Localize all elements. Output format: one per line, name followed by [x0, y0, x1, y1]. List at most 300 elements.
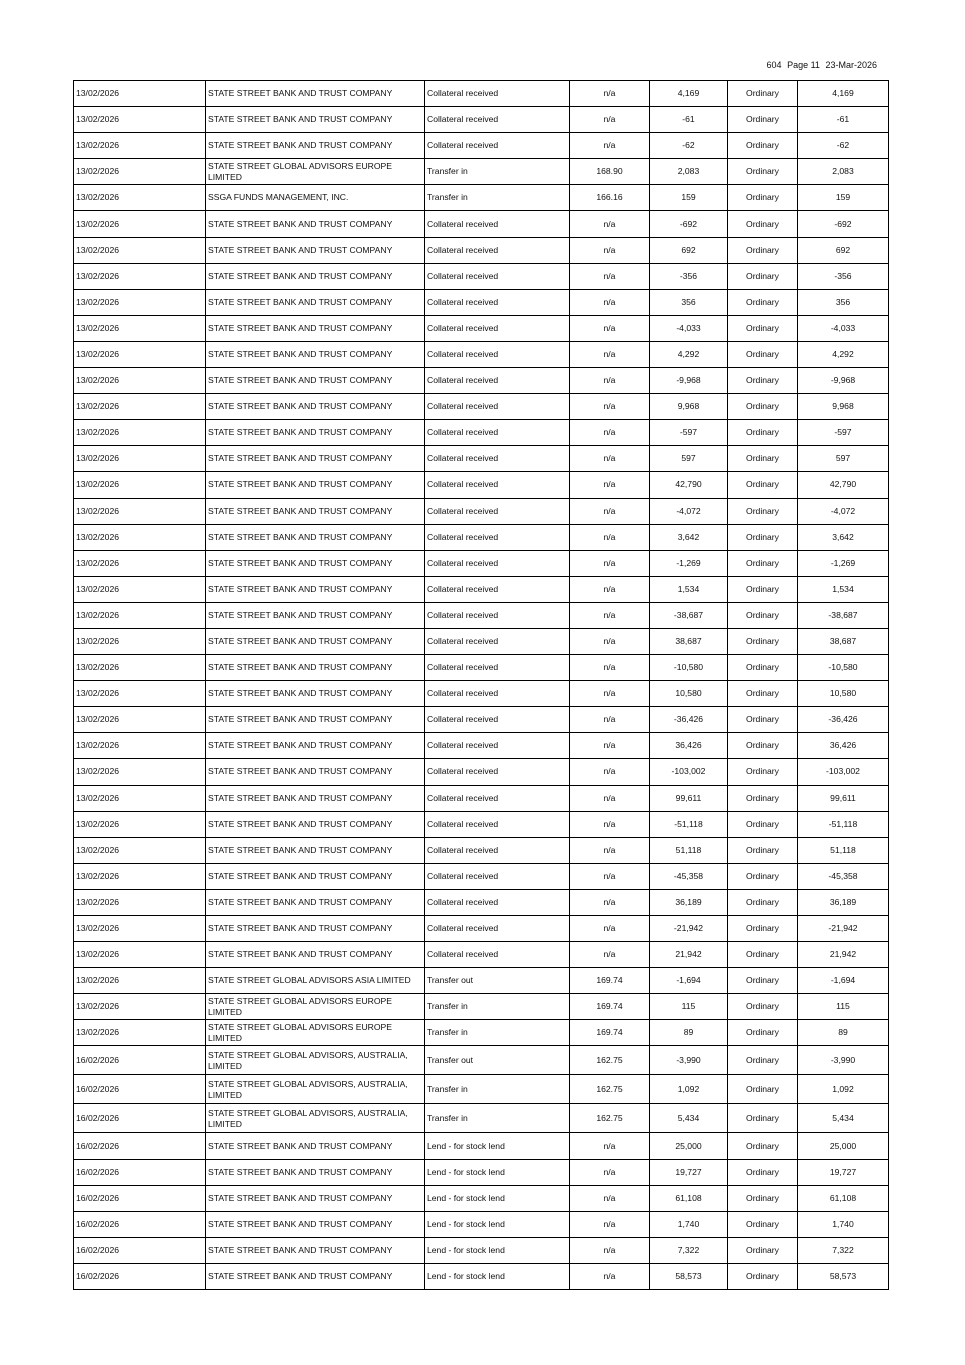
table-row	[74, 759, 889, 785]
votes-affected-cell: -9,968	[798, 368, 889, 394]
holder-name-cell: STATE STREET BANK AND TRUST COMPANY	[206, 681, 425, 707]
quantity-cell: 2,083	[650, 159, 728, 185]
security-class-cell: Ordinary	[728, 811, 798, 837]
transaction-date-cell: 16/02/2026	[74, 1075, 206, 1104]
table-row	[74, 81, 889, 107]
transaction-date-cell: 13/02/2026	[74, 1020, 206, 1046]
price-cell: n/a	[570, 81, 650, 107]
votes-affected-cell: 115	[798, 994, 889, 1020]
security-class-cell: Ordinary	[728, 733, 798, 759]
price-cell: n/a	[570, 420, 650, 446]
quantity-cell: -36,426	[650, 707, 728, 733]
transaction-date-cell: 13/02/2026	[74, 785, 206, 811]
quantity-cell: 42,790	[650, 472, 728, 498]
votes-affected-cell: 58,573	[798, 1263, 889, 1289]
holder-name-cell: STATE STREET GLOBAL ADVISORS, AUSTRALIA, LIMITED	[206, 1104, 425, 1133]
security-class-cell: Ordinary	[728, 498, 798, 524]
security-class-cell: Ordinary	[728, 759, 798, 785]
quantity-cell: 25,000	[650, 1133, 728, 1159]
price-cell: n/a	[570, 263, 650, 289]
quantity-cell: 597	[650, 446, 728, 472]
price-cell: n/a	[570, 368, 650, 394]
table-row	[74, 942, 889, 968]
votes-affected-cell: 7,322	[798, 1237, 889, 1263]
table-row	[74, 524, 889, 550]
quantity-cell: -38,687	[650, 602, 728, 628]
security-class-cell: Ordinary	[728, 420, 798, 446]
transaction-type-cell: Collateral received	[425, 863, 570, 889]
votes-affected-cell: -36,426	[798, 707, 889, 733]
table-row	[74, 368, 889, 394]
security-class-cell: Ordinary	[728, 524, 798, 550]
votes-affected-cell: 159	[798, 185, 889, 211]
security-class-cell: Ordinary	[728, 1133, 798, 1159]
votes-affected-cell: -4,033	[798, 315, 889, 341]
quantity-cell: 5,434	[650, 1104, 728, 1133]
transaction-date-cell: 13/02/2026	[74, 524, 206, 550]
table-row	[74, 1185, 889, 1211]
votes-affected-cell: -1,269	[798, 550, 889, 576]
price-cell: n/a	[570, 655, 650, 681]
security-class-cell: Ordinary	[728, 1020, 798, 1046]
transaction-type-cell: Collateral received	[425, 289, 570, 315]
quantity-cell: -4,033	[650, 315, 728, 341]
price-cell: n/a	[570, 916, 650, 942]
holder-name-cell: STATE STREET BANK AND TRUST COMPANY	[206, 733, 425, 759]
transaction-type-cell: Collateral received	[425, 237, 570, 263]
security-class-cell: Ordinary	[728, 107, 798, 133]
votes-affected-cell: 99,611	[798, 785, 889, 811]
quantity-cell: -4,072	[650, 498, 728, 524]
quantity-cell: 115	[650, 994, 728, 1020]
holder-name-cell: STATE STREET GLOBAL ADVISORS EUROPE LIMITED	[206, 994, 425, 1020]
security-class-cell: Ordinary	[728, 394, 798, 420]
price-cell: n/a	[570, 498, 650, 524]
quantity-cell: 10,580	[650, 681, 728, 707]
quantity-cell: 159	[650, 185, 728, 211]
quantity-cell: 99,611	[650, 785, 728, 811]
page-number: Page 11	[787, 60, 820, 70]
transaction-type-cell: Collateral received	[425, 394, 570, 420]
security-class-cell: Ordinary	[728, 968, 798, 994]
transaction-date-cell: 13/02/2026	[74, 315, 206, 341]
price-cell: n/a	[570, 524, 650, 550]
quantity-cell: 89	[650, 1020, 728, 1046]
transaction-type-cell: Transfer in	[425, 1020, 570, 1046]
quantity-cell: 9,968	[650, 394, 728, 420]
table-row	[74, 1211, 889, 1237]
table-row	[74, 628, 889, 654]
table-row	[74, 289, 889, 315]
transaction-type-cell: Transfer in	[425, 1075, 570, 1104]
price-cell: n/a	[570, 1237, 650, 1263]
quantity-cell: 4,169	[650, 81, 728, 107]
transaction-date-cell: 13/02/2026	[74, 420, 206, 446]
price-cell: n/a	[570, 733, 650, 759]
quantity-cell: 7,322	[650, 1237, 728, 1263]
table-row	[74, 133, 889, 159]
transaction-date-cell: 13/02/2026	[74, 707, 206, 733]
votes-affected-cell: -61	[798, 107, 889, 133]
table-row	[74, 785, 889, 811]
quantity-cell: 36,426	[650, 733, 728, 759]
security-class-cell: Ordinary	[728, 550, 798, 576]
votes-affected-cell: 3,642	[798, 524, 889, 550]
price-cell: n/a	[570, 576, 650, 602]
table-row	[74, 472, 889, 498]
table-row	[74, 707, 889, 733]
table-row	[74, 655, 889, 681]
price-cell: n/a	[570, 811, 650, 837]
transaction-type-cell: Lend - for stock lend	[425, 1237, 570, 1263]
security-class-cell: Ordinary	[728, 237, 798, 263]
votes-affected-cell: -62	[798, 133, 889, 159]
security-class-cell: Ordinary	[728, 681, 798, 707]
table-row	[74, 733, 889, 759]
security-class-cell: Ordinary	[728, 628, 798, 654]
table-row	[74, 889, 889, 915]
quantity-cell: 36,189	[650, 889, 728, 915]
holder-name-cell: STATE STREET BANK AND TRUST COMPANY	[206, 916, 425, 942]
holder-name-cell: STATE STREET GLOBAL ADVISORS, AUSTRALIA, LIMITED	[206, 1046, 425, 1075]
votes-affected-cell: -1,694	[798, 968, 889, 994]
quantity-cell: 38,687	[650, 628, 728, 654]
security-class-cell: Ordinary	[728, 472, 798, 498]
votes-affected-cell: 4,292	[798, 341, 889, 367]
holder-name-cell: STATE STREET BANK AND TRUST COMPANY	[206, 315, 425, 341]
votes-affected-cell: 25,000	[798, 1133, 889, 1159]
transaction-type-cell: Collateral received	[425, 628, 570, 654]
security-class-cell: Ordinary	[728, 889, 798, 915]
votes-affected-cell: -4,072	[798, 498, 889, 524]
transaction-type-cell: Collateral received	[425, 498, 570, 524]
security-class-cell: Ordinary	[728, 263, 798, 289]
transaction-type-cell: Collateral received	[425, 785, 570, 811]
price-cell: n/a	[570, 1159, 650, 1185]
votes-affected-cell: 4,169	[798, 81, 889, 107]
price-cell: n/a	[570, 550, 650, 576]
holder-name-cell: STATE STREET BANK AND TRUST COMPANY	[206, 811, 425, 837]
price-cell: n/a	[570, 1185, 650, 1211]
holder-name-cell: STATE STREET BANK AND TRUST COMPANY	[206, 785, 425, 811]
holder-name-cell: STATE STREET BANK AND TRUST COMPANY	[206, 1133, 425, 1159]
transaction-date-cell: 13/02/2026	[74, 498, 206, 524]
holder-name-cell: STATE STREET BANK AND TRUST COMPANY	[206, 446, 425, 472]
transaction-date-cell: 13/02/2026	[74, 211, 206, 237]
table-row	[74, 837, 889, 863]
security-class-cell: Ordinary	[728, 916, 798, 942]
votes-affected-cell: 61,108	[798, 1185, 889, 1211]
price-cell: n/a	[570, 315, 650, 341]
quantity-cell: -692	[650, 211, 728, 237]
holder-name-cell: STATE STREET BANK AND TRUST COMPANY	[206, 524, 425, 550]
votes-affected-cell: -3,990	[798, 1046, 889, 1075]
security-class-cell: Ordinary	[728, 289, 798, 315]
holder-name-cell: STATE STREET BANK AND TRUST COMPANY	[206, 498, 425, 524]
quantity-cell: 1,740	[650, 1211, 728, 1237]
price-cell: n/a	[570, 1263, 650, 1289]
security-class-cell: Ordinary	[728, 602, 798, 628]
transaction-date-cell: 13/02/2026	[74, 341, 206, 367]
transaction-type-cell: Lend - for stock lend	[425, 1159, 570, 1185]
votes-affected-cell: 38,687	[798, 628, 889, 654]
transaction-date-cell: 13/02/2026	[74, 759, 206, 785]
holder-name-cell: STATE STREET BANK AND TRUST COMPANY	[206, 394, 425, 420]
transaction-type-cell: Collateral received	[425, 524, 570, 550]
quantity-cell: -62	[650, 133, 728, 159]
price-cell: n/a	[570, 1211, 650, 1237]
table-row	[74, 107, 889, 133]
transaction-type-cell: Collateral received	[425, 733, 570, 759]
transaction-date-cell: 13/02/2026	[74, 159, 206, 185]
holder-name-cell: STATE STREET BANK AND TRUST COMPANY	[206, 576, 425, 602]
security-class-cell: Ordinary	[728, 707, 798, 733]
transaction-date-cell: 16/02/2026	[74, 1133, 206, 1159]
holder-name-cell: STATE STREET BANK AND TRUST COMPANY	[206, 237, 425, 263]
votes-affected-cell: 36,189	[798, 889, 889, 915]
holder-name-cell: STATE STREET BANK AND TRUST COMPANY	[206, 550, 425, 576]
holder-name-cell: STATE STREET BANK AND TRUST COMPANY	[206, 889, 425, 915]
security-class-cell: Ordinary	[728, 1159, 798, 1185]
table-row	[74, 1263, 889, 1289]
holder-name-cell: STATE STREET BANK AND TRUST COMPANY	[206, 133, 425, 159]
votes-affected-cell: 692	[798, 237, 889, 263]
votes-affected-cell: 356	[798, 289, 889, 315]
holder-name-cell: STATE STREET BANK AND TRUST COMPANY	[206, 368, 425, 394]
table-row	[74, 811, 889, 837]
table-row	[74, 394, 889, 420]
price-cell: n/a	[570, 628, 650, 654]
votes-affected-cell: -38,687	[798, 602, 889, 628]
holder-name-cell: STATE STREET BANK AND TRUST COMPANY	[206, 942, 425, 968]
holder-name-cell: STATE STREET BANK AND TRUST COMPANY	[206, 420, 425, 446]
table-row	[74, 994, 889, 1020]
security-class-cell: Ordinary	[728, 368, 798, 394]
table-row	[74, 498, 889, 524]
quantity-cell: -45,358	[650, 863, 728, 889]
quantity-cell: 1,534	[650, 576, 728, 602]
holder-name-cell: STATE STREET BANK AND TRUST COMPANY	[206, 107, 425, 133]
table-row	[74, 1046, 889, 1075]
transaction-type-cell: Collateral received	[425, 420, 570, 446]
quantity-cell: -597	[650, 420, 728, 446]
page-date: 23-Mar-2026	[825, 60, 877, 70]
transaction-type-cell: Collateral received	[425, 341, 570, 367]
price-cell: n/a	[570, 837, 650, 863]
price-cell: 162.75	[570, 1104, 650, 1133]
transaction-date-cell: 13/02/2026	[74, 289, 206, 315]
holder-name-cell: STATE STREET BANK AND TRUST COMPANY	[206, 263, 425, 289]
transaction-date-cell: 16/02/2026	[74, 1104, 206, 1133]
table-row	[74, 315, 889, 341]
transaction-type-cell: Collateral received	[425, 472, 570, 498]
transaction-type-cell: Transfer out	[425, 1046, 570, 1075]
transaction-date-cell: 13/02/2026	[74, 394, 206, 420]
transaction-type-cell: Lend - for stock lend	[425, 1263, 570, 1289]
votes-affected-cell: 1,534	[798, 576, 889, 602]
price-cell: 162.75	[570, 1075, 650, 1104]
transaction-type-cell: Collateral received	[425, 889, 570, 915]
votes-affected-cell: 36,426	[798, 733, 889, 759]
quantity-cell: 3,642	[650, 524, 728, 550]
table-row	[74, 602, 889, 628]
transaction-date-cell: 13/02/2026	[74, 472, 206, 498]
security-class-cell: Ordinary	[728, 1185, 798, 1211]
holder-name-cell: STATE STREET BANK AND TRUST COMPANY	[206, 837, 425, 863]
price-cell: n/a	[570, 341, 650, 367]
security-class-cell: Ordinary	[728, 994, 798, 1020]
transaction-date-cell: 13/02/2026	[74, 942, 206, 968]
price-cell: 162.75	[570, 1046, 650, 1075]
transaction-date-cell: 13/02/2026	[74, 185, 206, 211]
votes-affected-cell: 9,968	[798, 394, 889, 420]
votes-affected-cell: -45,358	[798, 863, 889, 889]
transaction-type-cell: Collateral received	[425, 368, 570, 394]
transaction-date-cell: 16/02/2026	[74, 1159, 206, 1185]
transaction-date-cell: 13/02/2026	[74, 602, 206, 628]
price-cell: n/a	[570, 759, 650, 785]
quantity-cell: -9,968	[650, 368, 728, 394]
price-cell: n/a	[570, 942, 650, 968]
transaction-date-cell: 13/02/2026	[74, 628, 206, 654]
votes-affected-cell: 42,790	[798, 472, 889, 498]
holder-name-cell: STATE STREET BANK AND TRUST COMPANY	[206, 628, 425, 654]
price-cell: 169.74	[570, 968, 650, 994]
transaction-type-cell: Collateral received	[425, 133, 570, 159]
quantity-cell: -10,580	[650, 655, 728, 681]
votes-affected-cell: 10,580	[798, 681, 889, 707]
security-class-cell: Ordinary	[728, 1211, 798, 1237]
transaction-type-cell: Collateral received	[425, 107, 570, 133]
document-reference: 604	[766, 60, 782, 70]
transaction-date-cell: 13/02/2026	[74, 81, 206, 107]
price-cell: n/a	[570, 211, 650, 237]
votes-affected-cell: 2,083	[798, 159, 889, 185]
security-class-cell: Ordinary	[728, 133, 798, 159]
holder-name-cell: STATE STREET BANK AND TRUST COMPANY	[206, 602, 425, 628]
table-row	[74, 159, 889, 185]
security-class-cell: Ordinary	[728, 863, 798, 889]
price-cell: n/a	[570, 472, 650, 498]
table-row	[74, 1237, 889, 1263]
transaction-date-cell: 13/02/2026	[74, 655, 206, 681]
price-cell: n/a	[570, 889, 650, 915]
quantity-cell: 1,092	[650, 1075, 728, 1104]
quantity-cell: -1,269	[650, 550, 728, 576]
security-class-cell: Ordinary	[728, 1104, 798, 1133]
holder-name-cell: STATE STREET GLOBAL ADVISORS ASIA LIMITED	[206, 968, 425, 994]
quantity-cell: -3,990	[650, 1046, 728, 1075]
quantity-cell: 51,118	[650, 837, 728, 863]
security-class-cell: Ordinary	[728, 446, 798, 472]
quantity-cell: -61	[650, 107, 728, 133]
transaction-date-cell: 13/02/2026	[74, 576, 206, 602]
price-cell: n/a	[570, 1133, 650, 1159]
holder-name-cell: STATE STREET BANK AND TRUST COMPANY	[206, 289, 425, 315]
transaction-date-cell: 13/02/2026	[74, 733, 206, 759]
holder-name-cell: STATE STREET BANK AND TRUST COMPANY	[206, 341, 425, 367]
security-class-cell: Ordinary	[728, 1046, 798, 1075]
transaction-date-cell: 16/02/2026	[74, 1263, 206, 1289]
holder-name-cell: STATE STREET GLOBAL ADVISORS, AUSTRALIA, LIMITED	[206, 1075, 425, 1104]
transaction-type-cell: Collateral received	[425, 681, 570, 707]
votes-affected-cell: 19,727	[798, 1159, 889, 1185]
transaction-type-cell: Transfer in	[425, 185, 570, 211]
holder-name-cell: STATE STREET BANK AND TRUST COMPANY	[206, 759, 425, 785]
transaction-type-cell: Collateral received	[425, 837, 570, 863]
table-row	[74, 341, 889, 367]
security-class-cell: Ordinary	[728, 837, 798, 863]
holder-name-cell: STATE STREET BANK AND TRUST COMPANY	[206, 211, 425, 237]
transaction-type-cell: Transfer in	[425, 159, 570, 185]
security-class-cell: Ordinary	[728, 576, 798, 602]
holder-name-cell: STATE STREET BANK AND TRUST COMPANY	[206, 1237, 425, 1263]
transaction-type-cell: Collateral received	[425, 263, 570, 289]
table-row	[74, 550, 889, 576]
holder-name-cell: STATE STREET BANK AND TRUST COMPANY	[206, 863, 425, 889]
votes-affected-cell: 1,092	[798, 1075, 889, 1104]
transaction-date-cell: 13/02/2026	[74, 368, 206, 394]
transaction-type-cell: Collateral received	[425, 602, 570, 628]
quantity-cell: -356	[650, 263, 728, 289]
transaction-date-cell: 13/02/2026	[74, 863, 206, 889]
quantity-cell: 4,292	[650, 341, 728, 367]
price-cell: n/a	[570, 681, 650, 707]
quantity-cell: 61,108	[650, 1185, 728, 1211]
table-row	[74, 681, 889, 707]
votes-affected-cell: 5,434	[798, 1104, 889, 1133]
transaction-type-cell: Collateral received	[425, 707, 570, 733]
holder-name-cell: STATE STREET BANK AND TRUST COMPANY	[206, 655, 425, 681]
quantity-cell: -21,942	[650, 916, 728, 942]
transaction-type-cell: Collateral received	[425, 446, 570, 472]
votes-affected-cell: 597	[798, 446, 889, 472]
table-row	[74, 237, 889, 263]
table-row	[74, 968, 889, 994]
transaction-date-cell: 13/02/2026	[74, 237, 206, 263]
votes-affected-cell: -10,580	[798, 655, 889, 681]
transaction-date-cell: 13/02/2026	[74, 837, 206, 863]
holder-name-cell: SSGA FUNDS MANAGEMENT, INC.	[206, 185, 425, 211]
votes-affected-cell: 1,740	[798, 1211, 889, 1237]
security-class-cell: Ordinary	[728, 655, 798, 681]
table-row	[74, 916, 889, 942]
security-class-cell: Ordinary	[728, 785, 798, 811]
price-cell: n/a	[570, 863, 650, 889]
price-cell: n/a	[570, 446, 650, 472]
holder-name-cell: STATE STREET GLOBAL ADVISORS EUROPE LIMITED	[206, 1020, 425, 1046]
transaction-date-cell: 13/02/2026	[74, 263, 206, 289]
table-row	[74, 185, 889, 211]
security-class-cell: Ordinary	[728, 942, 798, 968]
holder-name-cell: STATE STREET BANK AND TRUST COMPANY	[206, 707, 425, 733]
quantity-cell: -51,118	[650, 811, 728, 837]
security-class-cell: Ordinary	[728, 211, 798, 237]
holder-name-cell: STATE STREET BANK AND TRUST COMPANY	[206, 1159, 425, 1185]
quantity-cell: -1,694	[650, 968, 728, 994]
votes-affected-cell: -356	[798, 263, 889, 289]
votes-affected-cell: -103,002	[798, 759, 889, 785]
quantity-cell: 356	[650, 289, 728, 315]
transaction-type-cell: Collateral received	[425, 759, 570, 785]
price-cell: 169.74	[570, 994, 650, 1020]
table-row	[74, 576, 889, 602]
price-cell: 166.16	[570, 185, 650, 211]
price-cell: n/a	[570, 289, 650, 315]
table-row	[74, 446, 889, 472]
quantity-cell: 19,727	[650, 1159, 728, 1185]
transaction-date-cell: 16/02/2026	[74, 1211, 206, 1237]
